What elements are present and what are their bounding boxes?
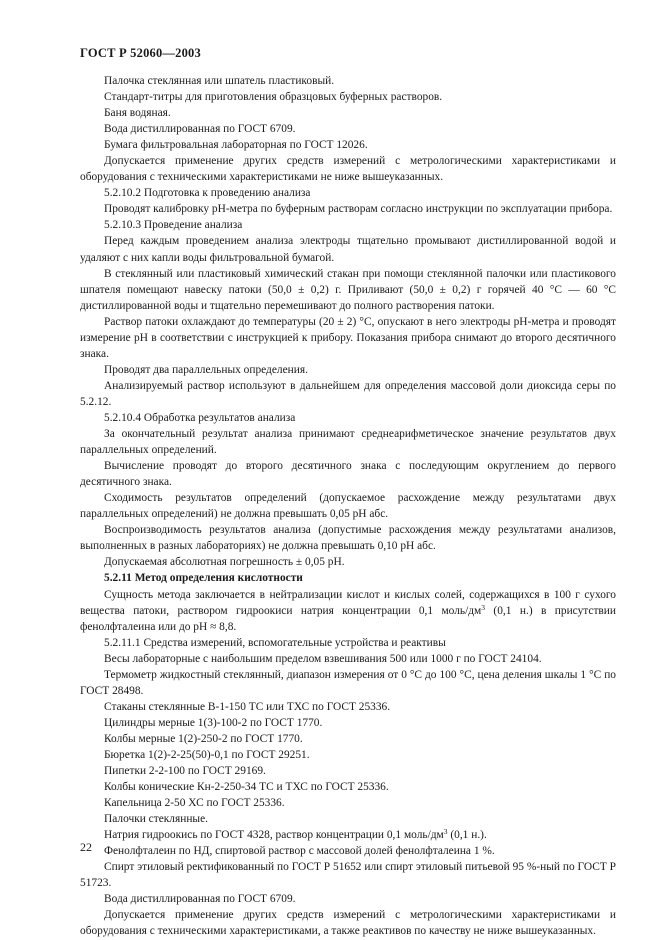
list-item: Капельница 2-50 ХС по ГОСТ 25336.: [104, 797, 285, 810]
subsection-heading: 5.2.10.2 Подготовка к проведению анализа: [104, 187, 311, 200]
paragraph: Допускается применение других средств измерений с метрологическими характеристиками и оборудования с техническими характеристиками, а также реактивов по качеству не ниже вышеуказанных.: [80, 909, 616, 938]
list-item: Весы лабораторные с наибольшим пределом взвешивания 500 или 1000 г по ГОСТ 24104.: [104, 652, 542, 665]
subsection-heading: 5.2.10.3 Проведение анализа: [104, 219, 243, 232]
subsection-heading: 5.2.10.4 Обработка результатов анализа: [104, 411, 296, 424]
list-item: Вода дистиллированная по ГОСТ 6709.: [104, 893, 296, 906]
paragraph: Раствор патоки охлаждают до температуры (20 ± 2) °С, опускают в него электроды pH-метра и проводят измерение pH в соответствии с инструкцией к прибору. Показания прибора снимают до второго десятичного знака.: [80, 315, 616, 360]
document-body: [80, 73, 616, 940]
paragraph: Бумага фильтровальная лабораторная по ГОСТ 12026.: [104, 139, 368, 152]
paragraph: В стеклянный или пластиковый химический стакан при помощи стеклянной палочки или пластикового шпателя помещают навеску патоки (50,0 ± 0,2) г. Приливают (50,0 ± 0,2) г горячей 40 °С — 60 °С дистиллированной воды и тщательно перемешивают до полного растворения патоки.: [80, 267, 616, 312]
list-item: Спирт этиловый ректификованный по ГОСТ Р 51652 или спирт этиловый питьевой 95 %-ный по ГОСТ Р 51723.: [80, 861, 616, 890]
list-item: [80, 827, 616, 843]
text-run: (0,1 н.).: [447, 829, 487, 842]
text-run: Сущность метода заключается в нейтрализации кислот и кислых солей, содержащихся в 100 г сухого вещества патоки, раствором гидроокиси натрия концентрации 0,1 моль/дм: [80, 588, 616, 617]
paragraph: Вычисление проводят до второго десятичного знака с последующим округлением до первого десятичного знака.: [80, 460, 616, 489]
paragraph: Допускаемая абсолютная погрешность ± 0,05 pH.: [104, 556, 345, 569]
paragraph: Стандарт-титры для приготовления образцовых буферных растворов.: [104, 91, 443, 104]
paragraph: Вода дистиллированная по ГОСТ 6709.: [104, 123, 296, 136]
paragraph: Проводят два параллельных определения.: [104, 363, 308, 376]
list-item: Бюретка 1(2)-2-25(50)-0,1 по ГОСТ 29251.: [104, 748, 310, 761]
list-item: Колбы мерные 1(2)-250-2 по ГОСТ 1770.: [104, 732, 303, 745]
paragraph: Анализируемый раствор используют в дальнейшем для определения массовой доли диоксида серы по 5.2.12.: [80, 379, 616, 408]
text-run: Натрия гидроокись по ГОСТ 4328, раствор концентрации 0,1 моль/дм: [104, 829, 444, 842]
subsection-heading: 5.2.11.1 Средства измерений, вспомогательные устройства и реактивы: [104, 636, 446, 649]
paragraph: [80, 587, 616, 635]
paragraph: За окончательный результат анализа принимают среднеарифметическое значение результатов двух параллельных определений.: [80, 428, 616, 457]
paragraph: Сходимость результатов определений (допускаемое расхождение между результатами двух параллельных определений) не должна превышать 0,05 pH абс.: [80, 492, 616, 521]
list-item: Колбы конические Кн-2-250-34 ТС и ТХС по ГОСТ 25336.: [104, 781, 389, 794]
list-item: Палочки стеклянные.: [104, 813, 208, 826]
superscript: 3: [481, 602, 486, 612]
list-item: Термометр жидкостный стеклянный, диапазон измерения от 0 °С до 100 °С, цена деления шкалы 1 °С по ГОСТ 28498.: [80, 668, 616, 697]
text-run: (0,1 н.) в присутствии фенолфталеина или до pH ≈ 8,8.: [80, 604, 617, 633]
page-number: 22: [80, 840, 92, 854]
list-item: Пипетки 2-2-100 по ГОСТ 29169.: [104, 765, 266, 778]
list-item: Фенолфталеин по НД, спиртовой раствор с массовой долей фенолфталеина 1 %.: [104, 845, 495, 858]
list-item: Цилиндры мерные 1(3)-100-2 по ГОСТ 1770.: [104, 716, 323, 729]
paragraph: Воспроизводимость результатов анализа (допустимые расхождения между результатами анализов, выполненных в разных лабораториях) не должна превышать 0,10 pH абс.: [80, 524, 616, 553]
superscript: 3: [443, 827, 448, 837]
list-item: Стаканы стеклянные В-1-150 ТС или ТХС по ГОСТ 25336.: [104, 700, 391, 713]
paragraph: Баня водяная.: [104, 107, 171, 120]
paragraph: Допускается применение других средств измерений с метрологическими характеристиками и оборудования с техническими характеристиками не ниже вышеуказанных.: [80, 155, 616, 184]
section-heading: 5.2.11 Метод определения кислотности: [104, 572, 303, 585]
paragraph: Проводят калибровку pH-метра по буферным растворам согласно инструкции по эксплуатации прибора.: [104, 203, 613, 216]
paragraph: Перед каждым проведением анализа электроды тщательно промывают дистиллированной водой и удаляют с них капли воды фильтровальной бумагой.: [80, 235, 616, 264]
document-header: ГОСТ Р 52060—2003: [80, 46, 201, 60]
paragraph: Палочка стеклянная или шпатель пластиковый.: [104, 75, 335, 87]
